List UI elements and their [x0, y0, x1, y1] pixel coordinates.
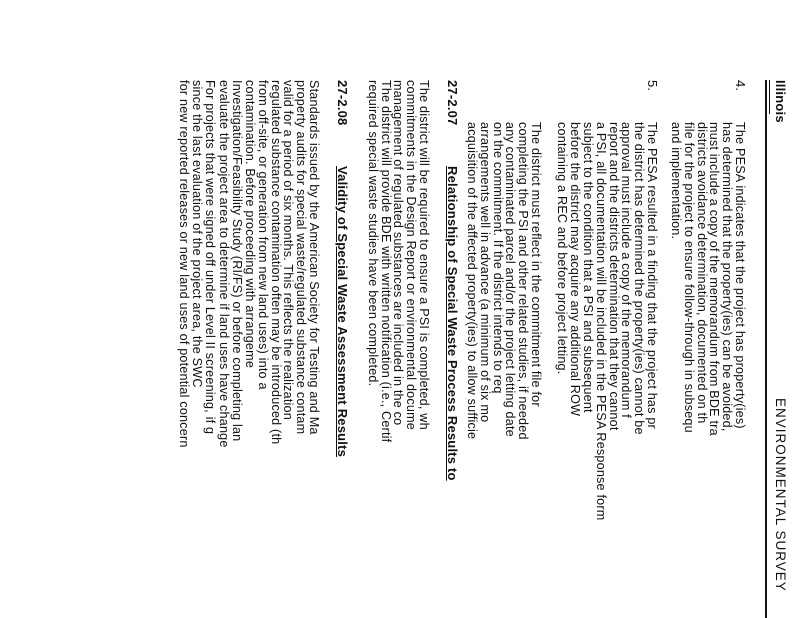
text-line: required special waste studies have been completed.: [365, 80, 380, 387]
text-line: The district must reflect in the commitment file for: [529, 122, 543, 407]
text-line: the district has determined the property(ies) cannot be: [632, 122, 647, 435]
text-line: The district will be required to ensure a PSI is completed, wh: [417, 80, 431, 430]
text-line: file for the project to ensure follow-through in subsequ: [681, 122, 696, 433]
header-rule: [765, 80, 767, 618]
chapter-header: ENVIRONMENTAL SURVEY: [773, 398, 788, 592]
item-5-text: [556, 122, 658, 520]
text-line: before the district may acquire any additional ROW: [568, 122, 583, 417]
item-number-5: 5.: [645, 80, 660, 92]
text-line: acquisition of the affected property(ies) to allow sufficie: [465, 122, 480, 440]
section-number: 27-2.08: [335, 80, 350, 126]
text-line: report and the districts determination that they cannot: [606, 122, 621, 431]
text-line: approval must include a copy of the memorandum f: [619, 122, 634, 418]
text-line: For projects that were signed off under Level II screening, if g: [203, 80, 217, 435]
text-line: from off-site, or generation from new land uses) into a: [255, 80, 270, 390]
text-line: districts avoidance determination, documented on th: [694, 122, 709, 424]
text-line: since the last evaluation of the project area, the SWC: [190, 80, 205, 388]
section-2708-heading: [335, 80, 348, 457]
text-line: contamination. Before proceeding with arrangeme: [243, 80, 258, 369]
item-number-4: 4.: [733, 80, 748, 92]
text-line: The district will provide BDE with written notification (i.e., Certif: [378, 80, 393, 443]
section-title: Relationship of Special Waste Process Results to: [445, 166, 460, 481]
text-line: and implementation.: [669, 122, 684, 240]
section-number: 27-2.07: [445, 80, 460, 126]
text-line: subject to the condition that a PSI and subsequent: [581, 122, 596, 413]
text-line: for new reported releases or new land uses of potential concern: [177, 80, 192, 448]
section-2708-text: [218, 80, 320, 448]
item-4-text: [669, 122, 746, 436]
state-header: Illinois: [773, 80, 788, 123]
text-line: arrangements well in advance (a minimum of six mo: [477, 122, 492, 423]
commitment-paragraph: [465, 122, 542, 440]
text-line: completing the PSI and other related studies, if needed: [516, 122, 531, 440]
text-line: valid for a period of six months. This reflects the realization: [281, 80, 296, 420]
text-line: Standards issued by the American Society for Testing and Ma: [307, 80, 321, 435]
text-line: property audits for special waste/regulated substance contam: [294, 80, 309, 435]
text-line: The PESA resulted in a finding that the project has pr: [645, 122, 659, 429]
text-line: management of regulated substances are included in the co: [391, 80, 406, 426]
section-2708-text-continued: [178, 80, 216, 448]
text-line: has determined that the property(ies) can be avoided,: [720, 122, 735, 432]
section-2707-heading: [445, 80, 458, 481]
text-line: regulated substance contamination often may be introduced (th: [268, 80, 283, 445]
section-2707-text: [366, 80, 430, 442]
text-line: on the commitment. If the district intends to req: [490, 122, 505, 394]
text-line: must include a copy of the memorandum from BDE tra: [707, 122, 722, 436]
text-line: a PSI, all documentation will be included in the PESA Response form: [593, 122, 608, 521]
text-line: The PESA indicates that the project has property(ies): [733, 122, 747, 429]
text-line: any contaminated parcel and/or the project letting date: [503, 122, 518, 437]
section-title: Validity of Special Waste Assessment Results: [335, 166, 350, 458]
text-line: commitments in the Design Report or environmental docume: [404, 80, 419, 430]
state-header-underline: [769, 80, 770, 114]
text-line: evaluate the project area to determine if land uses have change: [217, 80, 232, 448]
text-line: containing a REC and before project letting.: [555, 122, 570, 375]
text-line: Investigation/Feasibility Study (RI/FS) or before completing lan: [230, 80, 245, 442]
